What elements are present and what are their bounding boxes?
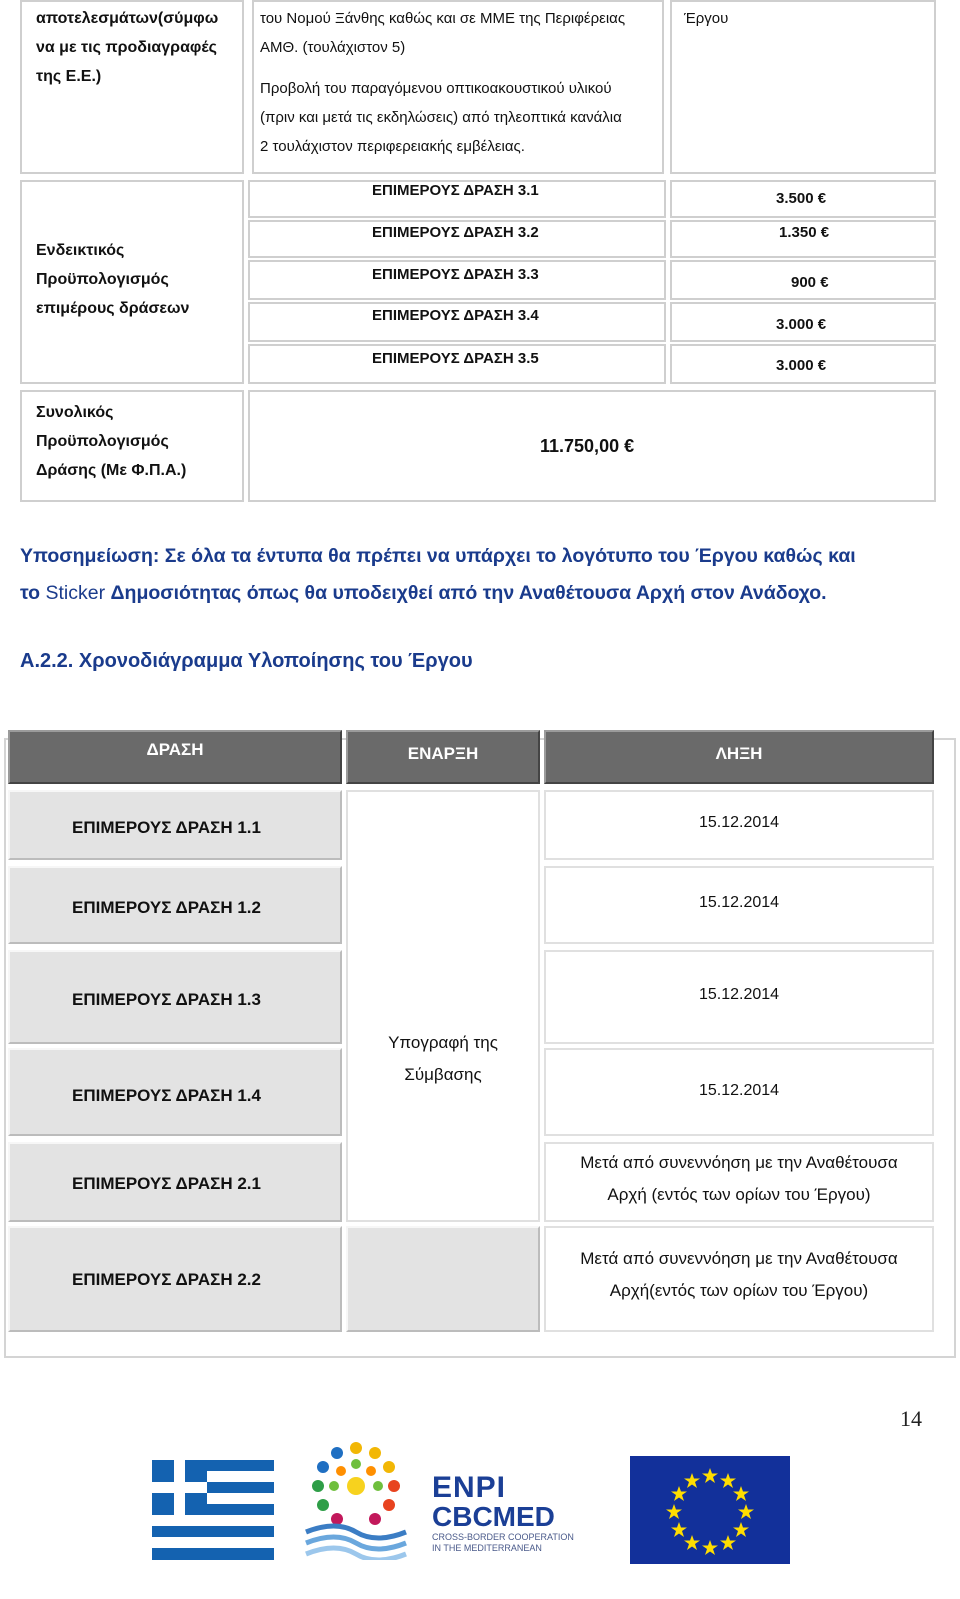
footnote-line-2	[20, 575, 950, 612]
results-label-line: της Ε.Ε.)	[36, 68, 102, 85]
enpi-sun-icon	[296, 1440, 416, 1560]
results-right-cell	[670, 0, 936, 174]
end-date: 15.12.2014	[698, 986, 780, 1003]
footnote	[20, 538, 950, 612]
footnote-line-1: Υποσημείωση: Σε όλα τα έντυπα θα πρέπει να υπάρχει το λογότυπο του Έργου καθώς και	[20, 545, 856, 567]
sub-action-label: ΕΠΙΜΕΡΟΥΣ ΔΡΑΣΗ 3.4	[372, 307, 539, 324]
right-text: Έργου	[684, 10, 729, 27]
table-row-action	[8, 790, 342, 860]
enpi-logo	[432, 1471, 598, 1554]
table-row-action	[8, 1142, 342, 1222]
sub-action-label: ΕΠΙΜΕΡΟΥΣ ΔΡΑΣΗ 3.5	[372, 350, 539, 367]
cost-value: 1.350 €	[779, 224, 830, 241]
page-number: 14	[900, 1406, 922, 1431]
end-text-line: Αρχή (εντός των ορίων του Έργου)	[607, 1185, 871, 1204]
results-label-cell	[20, 0, 244, 174]
description-line: ΑΜΘ. (τουλάχιστον 5)	[260, 39, 406, 56]
total-budget-value: 11.750,00 €	[540, 436, 635, 456]
cost-value: 3.000 €	[776, 316, 827, 333]
action-label: ΕΠΙΜΕΡΟΥΣ ΔΡΑΣΗ 1.2	[72, 898, 261, 917]
action-label: ΕΠΙΜΕΡΟΥΣ ΔΡΑΣΗ 1.1	[72, 818, 261, 837]
description-line: του Νομού Ξάνθης καθώς και σε ΜΜΕ της Περιφέρειας	[260, 10, 626, 27]
end-text-line: Μετά από συνεννόηση με την Αναθέτουσα	[580, 1153, 898, 1172]
header-start-label: ΕΝΑΡΞΗ	[407, 744, 479, 763]
indicative-budget-label-cell	[20, 180, 244, 384]
description-line: (πριν και μετά τις εκδηλώσεις) από τηλεοπτικά κανάλια	[260, 109, 622, 126]
header-action-label: ΔΡΑΣΗ	[146, 740, 204, 759]
action-label: ΕΠΙΜΕΡΟΥΣ ΔΡΑΣΗ 1.3	[72, 990, 261, 1009]
description-line: Προβολή του παραγόμενου οπτικοακουστικού υλικού	[260, 80, 612, 97]
action-label: ΕΠΙΜΕΡΟΥΣ ΔΡΑΣΗ 1.4	[72, 1086, 261, 1105]
table-row-action	[8, 1226, 342, 1332]
cost-value: 3.500 €	[776, 190, 827, 207]
enpi-tagline: IN THE MEDITERRANEAN	[432, 1543, 542, 1553]
end-date: 15.12.2014	[698, 1082, 780, 1099]
description-line: 2 τουλάχιστον περιφερειακής εμβέλειας.	[260, 138, 525, 155]
results-label-line: αποτελεσμάτων(σύμφω	[36, 10, 219, 27]
end-cell	[544, 1226, 934, 1332]
end-date: 15.12.2014	[698, 814, 780, 831]
header-end-label: ΛΗΞΗ	[715, 744, 763, 763]
end-cell	[544, 1048, 934, 1136]
indicative-budget-label-line: Ενδεικτικός	[36, 242, 125, 259]
enpi-title: ENPI	[432, 1471, 507, 1504]
total-budget-label-line: Προϋπολογισμός	[36, 433, 169, 450]
cost-value: 900 €	[791, 274, 829, 291]
action-label: ΕΠΙΜΕΡΟΥΣ ΔΡΑΣΗ 2.2	[72, 1270, 261, 1289]
header-start	[346, 730, 540, 784]
end-cell	[544, 1142, 934, 1222]
indicative-budget-label-line: Προϋπολογισμός	[36, 271, 169, 288]
header-end	[544, 730, 934, 784]
total-budget-label-cell	[20, 390, 244, 502]
end-text-line: Μετά από συνεννόηση με την Αναθέτουσα	[580, 1249, 898, 1268]
end-cell	[544, 950, 934, 1044]
results-label-line: να με τις προδιαγραφές	[36, 39, 217, 56]
total-budget-label-line: Δράσης (Με Φ.Π.Α.)	[36, 462, 187, 479]
header-action	[8, 730, 342, 784]
sub-action-label: ΕΠΙΜΕΡΟΥΣ ΔΡΑΣΗ 3.3	[372, 266, 539, 283]
total-budget-label-line: Συνολικός	[36, 404, 114, 421]
table-row-action	[8, 1048, 342, 1136]
total-budget-value-cell	[248, 390, 936, 502]
end-text-line: Αρχή(εντός των ορίων του Έργου)	[609, 1281, 869, 1300]
sub-action-label: ΕΠΙΜΕΡΟΥΣ ΔΡΑΣΗ 3.1	[372, 182, 539, 199]
table-row-action	[8, 950, 342, 1044]
start-line: Σύμβασης	[404, 1065, 482, 1084]
end-date: 15.12.2014	[698, 894, 780, 911]
cost-value: 3.000 €	[776, 357, 827, 374]
footnote-text: Δημοσιότητας όπως θα υποδειχθεί από την Αναθέτουσα Αρχή στον Ανάδοχο.	[105, 582, 827, 604]
sub-action-label: ΕΠΙΜΕΡΟΥΣ ΔΡΑΣΗ 3.2	[372, 224, 539, 241]
table-row-action	[8, 866, 342, 944]
footnote-text: το	[20, 582, 46, 604]
enpi-subtitle: CBCMED	[432, 1501, 555, 1532]
section-heading: Α.2.2. Χρονοδιάγραμμα Υλοποίησης του Έργου	[20, 650, 473, 672]
eu-flag-icon	[630, 1456, 790, 1564]
action-label: ΕΠΙΜΕΡΟΥΣ ΔΡΑΣΗ 2.1	[72, 1174, 261, 1193]
indicative-budget-label-line: επιμέρους δράσεων	[36, 300, 190, 317]
enpi-tagline: CROSS-BORDER COOPERATION	[432, 1532, 574, 1542]
start-merged-cell	[346, 790, 540, 1222]
footnote-sticker: Sticker	[45, 582, 106, 604]
greek-flag-icon	[152, 1460, 274, 1560]
start-cell-empty	[346, 1226, 540, 1332]
end-cell	[544, 790, 934, 860]
start-line: Υπογραφή της	[388, 1033, 498, 1052]
results-description-cell	[252, 0, 664, 174]
end-cell	[544, 866, 934, 944]
